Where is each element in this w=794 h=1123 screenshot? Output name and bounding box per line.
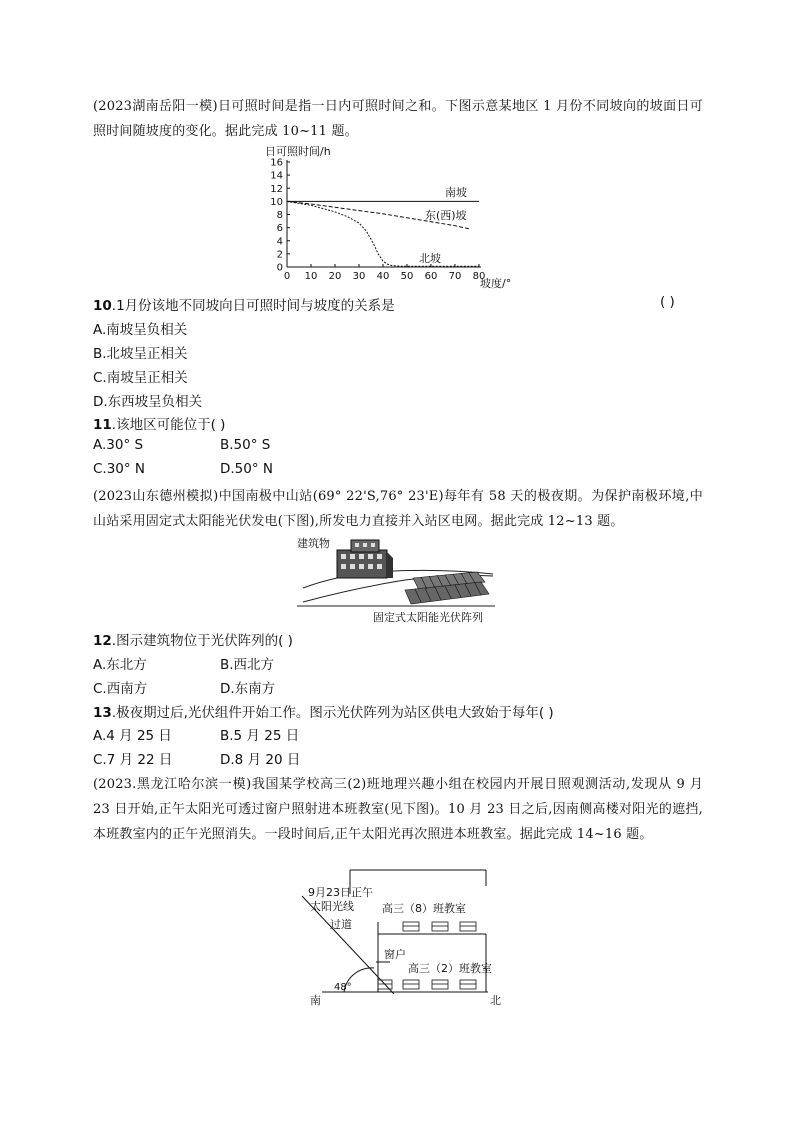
pv-array-figure <box>295 530 500 625</box>
y-tick-label: 12 <box>270 183 283 195</box>
room8-label: 高三（8）班教室 <box>382 902 466 915</box>
sunshine-chart <box>255 140 512 290</box>
room2-label: 高三（2）班教室 <box>408 962 492 975</box>
question-11 <box>93 413 225 433</box>
x-tick-label: 30 <box>352 271 366 282</box>
corridor-label: 过道 <box>330 918 352 931</box>
option-c: C.南坡呈正相关 <box>93 370 188 386</box>
option-b: B.50° S <box>220 437 271 453</box>
y-tick-label: 16 <box>270 157 283 169</box>
angle-label: 48° <box>334 982 352 993</box>
intro-paragraph-3: (2023.黑龙江哈尔滨一模)我国某学校高三(2)班地理兴趣小组在校园内开展日照观测活动,发现从 9 月 23 日开始,正午太阳光可透过窗户照射进本班教室(见下图)。10 月 23 日之后,因南侧高楼对阳光的遮挡,本班教室内的正午光照消失。一段时间后,正午太阳光再次照进本班教室。据此完成 14~16 题。 <box>93 777 703 842</box>
question-number: 12 <box>93 633 112 649</box>
option-a: A.东北方 <box>93 657 147 673</box>
option-c: C.30° N <box>93 461 146 477</box>
x-tick-label: 70 <box>448 271 462 282</box>
question-stem: .极夜期过后,光伏组件开始工作。图示光伏阵列为站区供电大致始于每年( ) <box>111 705 554 721</box>
sunray-label-2: 太阳光线 <box>310 900 354 913</box>
building-label: 建筑物 <box>297 537 330 550</box>
option-d: D.8 月 20 日 <box>220 752 301 768</box>
sunray-label-1: 9月23日正午 <box>308 886 373 899</box>
y-tick-label: 8 <box>276 210 283 221</box>
series-label-south: 南坡 <box>445 186 467 199</box>
chart-ylabel: 日可照时间/h <box>265 145 331 158</box>
x-tick-label: 80 <box>472 271 486 282</box>
series-label-north: 北坡 <box>419 252 441 265</box>
option-d: D.东南方 <box>220 681 276 697</box>
option-b: B.西北方 <box>220 657 275 673</box>
question-stem: .该地区可能位于( ) <box>111 417 226 433</box>
array-label: 固定式太阳能光伏阵列 <box>373 611 483 624</box>
question-13 <box>93 701 554 721</box>
intro-paragraph-2: (2023山东德州模拟)中国南极中山站(69° 22'S,76° 23'E)每年有 58 天的极夜期。为保护南极环境,中山站采用固定式太阳能光伏发电(下图),所发电力直接并入站区电网。据此完成 12~13 题。 <box>93 489 703 529</box>
y-tick-label: 0 <box>276 262 283 274</box>
x-tick-label: 60 <box>424 271 438 282</box>
window-label: 窗户 <box>384 948 406 961</box>
question-number: 13 <box>93 705 112 721</box>
south-label: 南 <box>310 994 321 1007</box>
y-tick-label: 4 <box>276 236 283 248</box>
question-number: 11 <box>93 417 112 433</box>
option-c: C.西南方 <box>93 681 148 697</box>
option-c: C.7 月 22 日 <box>93 752 173 768</box>
y-tick-label: 6 <box>276 223 283 235</box>
solar-panel-icon <box>405 572 489 604</box>
y-tick-label: 10 <box>270 196 283 208</box>
building-icon <box>337 540 393 578</box>
option-a: A.30° S <box>93 437 144 453</box>
question-number: 10 <box>93 298 112 314</box>
north-label: 北 <box>490 994 501 1007</box>
x-tick-label: 10 <box>304 271 318 282</box>
question-12 <box>93 629 293 649</box>
option-b: B.北坡呈正相关 <box>93 346 188 362</box>
question-10 <box>93 294 395 314</box>
intro-paragraph-1: (2023湖南岳阳一模)日可照时间是指一日内可照时间之和。下图示意某地区 1 月份不同坡向的坡面日可照时间随坡度的变化。据此完成 10~11 题。 <box>93 99 703 139</box>
chart-xlabel: 坡度/° <box>480 277 512 290</box>
answer-bracket: ( ) <box>660 294 675 310</box>
y-tick-label: 14 <box>270 170 283 182</box>
question-stem: .1月份该地不同坡向日可照时间与坡度的关系是 <box>111 298 395 314</box>
classroom-figure <box>300 862 515 1010</box>
x-tick-label: 40 <box>376 271 390 282</box>
x-tick-label: 50 <box>400 271 414 282</box>
x-tick-label: 0 <box>283 271 291 282</box>
question-stem: .图示建筑物位于光伏阵列的( ) <box>111 633 293 649</box>
option-a: A.4 月 25 日 <box>93 728 172 744</box>
y-tick-label: 2 <box>276 249 283 261</box>
option-d: D.东西坡呈负相关 <box>93 394 203 410</box>
x-tick-label: 20 <box>328 271 342 282</box>
series-label-eastwest: 东(西)坡 <box>425 209 467 222</box>
option-d: D.50° N <box>220 461 274 477</box>
option-a: A.南坡呈负相关 <box>93 322 188 338</box>
option-b: B.5 月 25 日 <box>220 728 300 744</box>
